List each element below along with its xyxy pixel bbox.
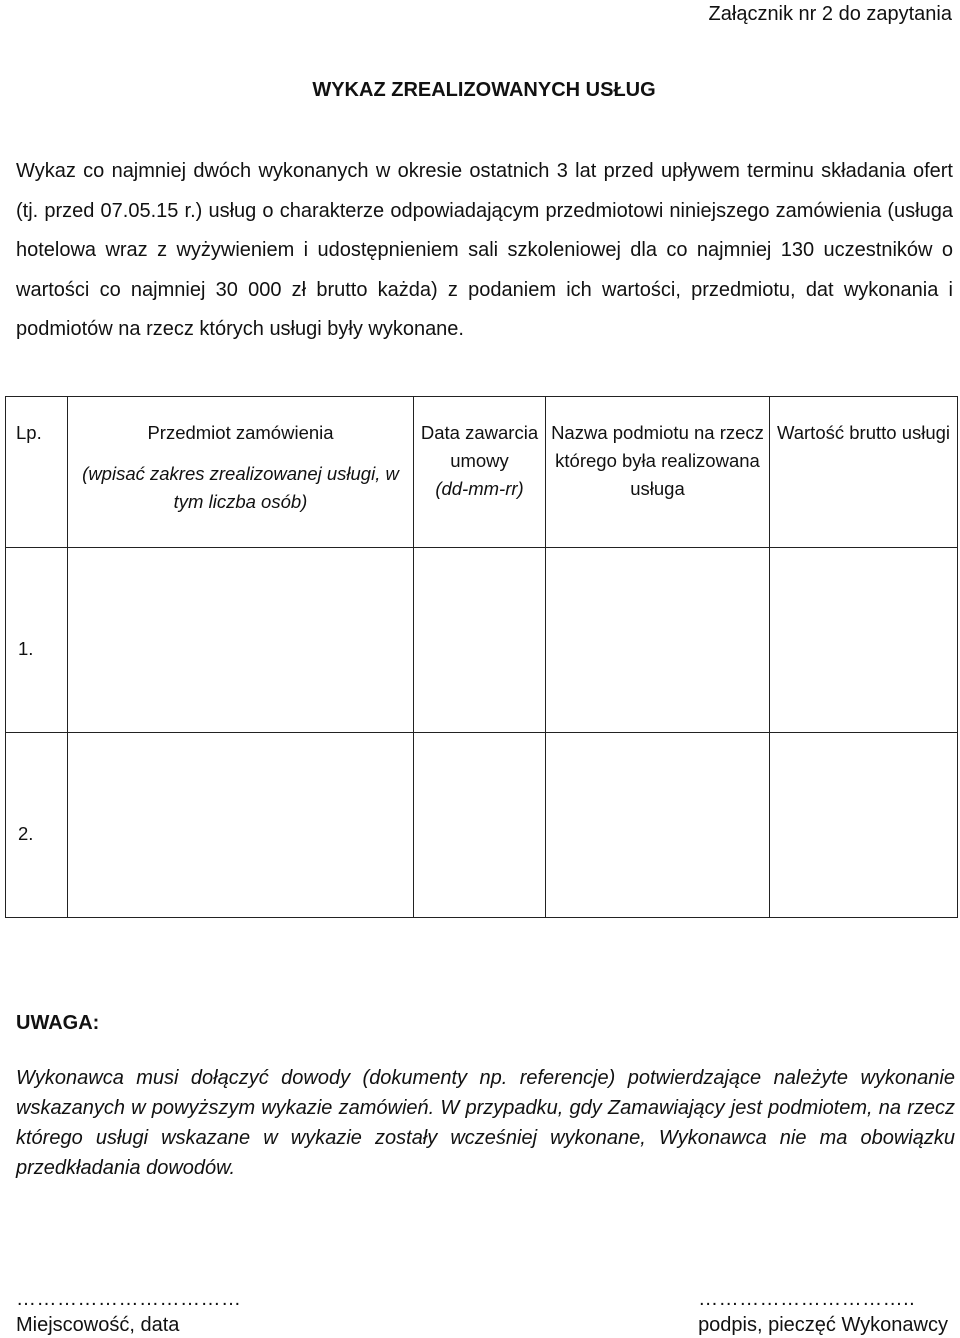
intro-paragraph: Wykaz co najmniej dwóch wykonanych w okresie ostatnich 3 lat przed upływem terminu składania ofert (tj. przed 07.05.15 r.) usług o charakterze odpowiadającym przedmiotowi niniejszego zamówienia (usługa hotelowa wraz z wyżywieniem i udostępnieniem sali szkoleniowej dla co najmniej 130 uczestników o wartości co najmniej 30 000 zł brutto każda) z podaniem ich wartości, przedmiotu, dat wykonania i podmiotów na rzecz których usługi były wykonane. xyxy=(16,160,953,340)
place-date-label: Miejscowość, data xyxy=(16,1314,180,1336)
header-date-note: (dd-mm-rr) xyxy=(435,478,524,499)
header-subject xyxy=(68,397,414,548)
services-table xyxy=(5,396,958,918)
header-date xyxy=(414,397,546,548)
notice-text: Wykonawca musi dołączyć dowody (dokumenty np. referencje) potwierdzające należyte wykonanie wskazanych w powyższym wykazie zamówień. W przypadku, gdy Zamawiający jest podmiotem, na rzecz którego usługi wskazane w wykazie zostały wcześniej wykonane, Wykonawca nie ma obowiązku przedkładania dowodów. xyxy=(16,1067,955,1179)
header-lp: Lp. xyxy=(6,397,68,548)
value-cell[interactable] xyxy=(770,733,958,918)
entity-cell[interactable] xyxy=(546,548,770,733)
header-subject-label: Przedmiot zamówienia xyxy=(147,422,334,443)
annex-label: Załącznik nr 2 do zapytania xyxy=(708,3,952,25)
subject-cell[interactable] xyxy=(68,548,414,733)
contractor-signature-dots: ………………………….. xyxy=(698,1288,916,1310)
page-title: WYKAZ ZREALIZOWANYCH USŁUG xyxy=(312,79,656,101)
entity-cell[interactable] xyxy=(546,733,770,918)
notice-label: UWAGA: xyxy=(16,1012,100,1034)
date-cell[interactable] xyxy=(414,733,546,918)
table-row xyxy=(6,548,958,733)
header-subject-note: (wpisać zakres zrealizowanej usługi, w tym liczba osób) xyxy=(82,463,399,512)
header-value: Wartość brutto usługi xyxy=(770,397,958,548)
subject-cell[interactable] xyxy=(68,733,414,918)
contractor-signature-label: podpis, pieczęć Wykonawcy xyxy=(698,1314,948,1336)
place-date-dots: …………………………… xyxy=(16,1288,242,1310)
row-number: 1. xyxy=(6,548,68,733)
contractor-signature xyxy=(698,1286,948,1338)
row-number: 2. xyxy=(6,733,68,918)
place-date-signature xyxy=(16,1286,242,1338)
table-row xyxy=(6,733,958,918)
table-header-row xyxy=(6,397,958,548)
date-cell[interactable] xyxy=(414,548,546,733)
header-entity: Nazwa podmiotu na rzecz którego była realizowana usługa xyxy=(546,397,770,548)
header-date-label: Data zawarcia umowy xyxy=(420,422,539,471)
value-cell[interactable] xyxy=(770,548,958,733)
